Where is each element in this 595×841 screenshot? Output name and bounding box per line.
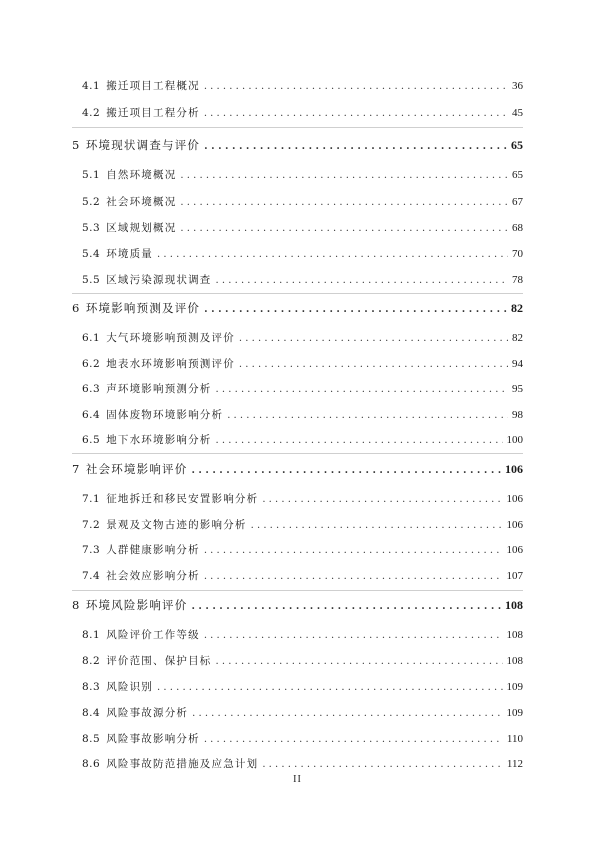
dot-leader (157, 249, 508, 260)
dot-leader (204, 630, 503, 641)
toc-number: 7.3 (82, 544, 101, 556)
toc-number: 7 (72, 462, 80, 476)
toc-page: 109 (506, 707, 523, 719)
dot-leader (251, 520, 503, 531)
toc-title: 搬迁项目工程概况 (106, 80, 200, 92)
toc-title: 社会效应影响分析 (106, 570, 200, 582)
toc-number: 8 (72, 598, 80, 612)
toc-number: 5.3 (82, 222, 101, 234)
toc-title: 征地拆迁和移民安置影响分析 (106, 493, 259, 505)
toc-page: 110 (506, 733, 523, 745)
toc-title: 区域污染源现状调查 (106, 274, 212, 286)
toc-number: 6.3 (82, 383, 101, 395)
toc-entry-6-5[interactable] (82, 432, 523, 447)
toc-page: 82 (512, 332, 523, 344)
toc-number: 6.4 (82, 409, 101, 421)
toc-page: 68 (512, 222, 523, 234)
toc-page: 106 (506, 493, 523, 505)
toc-number: 4.2 (82, 107, 101, 119)
toc-number: 5.5 (82, 274, 101, 286)
toc-page: 106 (505, 462, 523, 476)
toc-entry-8-5[interactable] (82, 731, 523, 746)
toc-page: 67 (512, 196, 523, 208)
dot-leader (262, 759, 503, 770)
dot-leader (191, 601, 501, 612)
dot-leader (157, 682, 502, 693)
section-divider (72, 590, 523, 591)
toc-entry-8-3[interactable] (82, 679, 523, 694)
toc-title: 景观及文物古迹的影响分析 (106, 519, 247, 531)
dot-leader (216, 656, 503, 667)
toc-entry-4-1[interactable] (82, 78, 523, 93)
toc-title: 区域规划概况 (106, 222, 177, 234)
dot-leader (204, 545, 503, 556)
toc-title: 大气环境影响预测及评价 (106, 332, 235, 344)
toc-page: 106 (506, 544, 523, 556)
toc-page: 100 (506, 434, 523, 446)
dot-leader (204, 141, 507, 152)
toc-page: 65 (511, 138, 523, 152)
toc-entry-4-2[interactable] (82, 105, 523, 120)
toc-entry-6-4[interactable] (82, 407, 523, 422)
toc-number: 5 (72, 138, 80, 152)
toc-entry-5-1[interactable] (82, 167, 523, 182)
toc-entry-8-2[interactable] (82, 653, 523, 668)
toc-title: 搬迁项目工程分析 (106, 107, 200, 119)
toc-page: 78 (512, 274, 523, 286)
toc-page: 36 (512, 80, 523, 92)
toc-entry-6-1[interactable] (82, 330, 523, 345)
toc-title: 风险事故影响分析 (106, 733, 200, 745)
dot-leader (204, 304, 507, 315)
toc-number: 8.4 (82, 707, 101, 719)
dot-leader (180, 223, 508, 234)
toc-page: 107 (506, 570, 523, 582)
toc-title: 固体废物环境影响分析 (106, 409, 224, 421)
toc-page: 108 (506, 629, 523, 641)
toc-number: 8.5 (82, 733, 101, 745)
dot-leader (204, 108, 508, 119)
toc-number: 7.2 (82, 519, 101, 531)
dot-leader (204, 734, 503, 745)
toc-title: 地表水环境影响预测评价 (106, 358, 235, 370)
dot-leader (262, 494, 502, 505)
toc-number: 8.3 (82, 681, 101, 693)
toc-entry-7-3[interactable] (82, 542, 523, 557)
toc-title: 环境风险影响评价 (85, 598, 188, 612)
toc-entry-5-2[interactable] (82, 194, 523, 209)
toc-entry-7-1[interactable] (82, 491, 523, 506)
dot-leader (216, 384, 508, 395)
section-divider (72, 293, 523, 294)
toc-number: 5.1 (82, 169, 101, 181)
toc-number: 7.4 (82, 570, 101, 582)
toc-entry-8-4[interactable] (82, 705, 523, 720)
toc-entry-5-4[interactable] (82, 246, 523, 261)
dot-leader (180, 197, 508, 208)
toc-number: 8.6 (82, 758, 101, 770)
section-divider (72, 453, 523, 454)
toc-page: 94 (512, 358, 523, 370)
toc-page: 95 (512, 383, 523, 395)
toc-number: 6.2 (82, 358, 101, 370)
toc-entry-6-2[interactable] (82, 356, 523, 371)
toc-title: 自然环境概况 (106, 169, 177, 181)
toc-page: 82 (511, 301, 523, 315)
toc-page: 65 (512, 169, 523, 181)
toc-title: 环境质量 (106, 248, 154, 260)
toc-entry-7-4[interactable] (82, 568, 523, 583)
dot-leader (204, 571, 503, 582)
toc-title: 风险评价工作等级 (106, 629, 200, 641)
toc-page: 108 (505, 598, 523, 612)
toc-page: 112 (506, 758, 523, 770)
toc-entry-5-3[interactable] (82, 220, 523, 235)
toc-entry-5[interactable] (72, 137, 523, 153)
toc-number: 5.4 (82, 248, 101, 260)
toc-number: 8.1 (82, 629, 101, 641)
toc-entry-8[interactable] (72, 597, 523, 613)
toc-entry-7[interactable] (72, 461, 523, 477)
toc-entry-5-5[interactable] (82, 272, 523, 287)
dot-leader (216, 435, 503, 446)
section-divider (72, 127, 523, 128)
toc-number: 5.2 (82, 196, 101, 208)
toc-title: 风险识别 (106, 681, 154, 693)
toc-entry-7-2[interactable] (82, 517, 523, 532)
toc-number: 7.1 (82, 493, 101, 505)
toc-title: 环境现状调查与评价 (85, 138, 201, 152)
toc-page: 106 (506, 519, 523, 531)
dot-leader (239, 359, 508, 370)
dot-leader (216, 275, 508, 286)
toc-entry-6-3[interactable] (82, 381, 523, 396)
dot-leader (192, 708, 502, 719)
toc-page: 108 (506, 655, 523, 667)
dot-leader (239, 333, 508, 344)
toc-title: 声环境影响预测分析 (106, 383, 212, 395)
toc-page: 45 (512, 107, 523, 119)
toc-title: 风险事故源分析 (106, 707, 189, 719)
toc-number: 4.1 (82, 80, 101, 92)
toc-entry-8-6[interactable] (82, 756, 523, 771)
toc-page: 109 (506, 681, 523, 693)
toc-entry-8-1[interactable] (82, 627, 523, 642)
toc-number: 6.1 (82, 332, 101, 344)
toc-title: 社会环境概况 (106, 196, 177, 208)
toc-title: 地下水环境影响分析 (106, 434, 212, 446)
toc-number: 6.5 (82, 434, 101, 446)
toc-number: 6 (72, 301, 80, 315)
toc-title: 社会环境影响评价 (85, 462, 188, 476)
dot-leader (204, 81, 508, 92)
toc-title: 环境影响预测及评价 (85, 301, 201, 315)
dot-leader (191, 465, 501, 476)
toc-title: 风险事故防范措施及应急计划 (106, 758, 259, 770)
toc-page: 98 (512, 409, 523, 421)
toc-entry-6[interactable] (72, 300, 523, 316)
toc-title: 人群健康影响分析 (106, 544, 200, 556)
page-number-footer: II (293, 774, 302, 785)
toc-page: 70 (512, 248, 523, 260)
toc-title: 评价范围、保护目标 (106, 655, 212, 667)
toc-number: 8.2 (82, 655, 101, 667)
dot-leader (180, 170, 508, 181)
dot-leader (227, 410, 508, 421)
